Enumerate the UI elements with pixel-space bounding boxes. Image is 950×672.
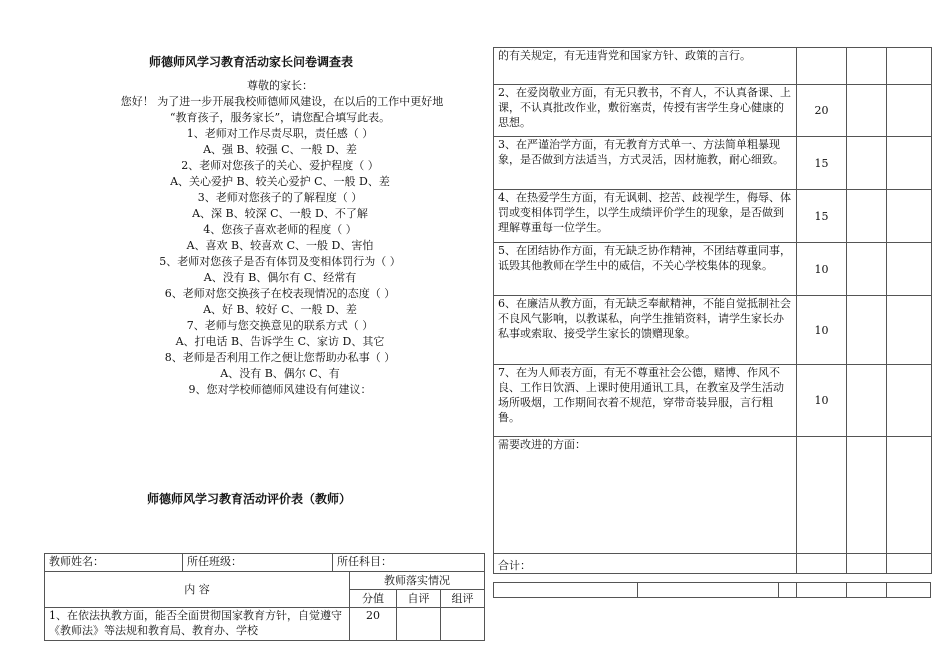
survey-question: 9、您对学校师德师风建设有何建议：	[188, 383, 372, 396]
improvement-group-cell	[887, 437, 932, 554]
improvement-label: 需要改进的方面：	[498, 438, 586, 451]
item-3-group-eval[interactable]	[887, 137, 932, 190]
teacher-name-label: 教师姓名：	[45, 554, 183, 572]
survey-greeting: 尊敬的家长：	[247, 79, 313, 92]
subject-label: 所任科目：	[333, 554, 485, 572]
item-1-cont-group-eval[interactable]	[887, 48, 932, 85]
survey-question: 1、老师对工作尽责尽职，责任感（ ）	[186, 127, 374, 140]
survey-options: A、打电话 B、告诉学生 C、家访 D、其它	[175, 335, 385, 348]
evaluation-table-right	[493, 47, 932, 574]
item-6-group-eval[interactable]	[887, 296, 932, 365]
improvement-score-cell	[797, 437, 847, 554]
survey-options: A、没有 B、偶尔有 C、经常有	[203, 271, 357, 284]
item-5-self-eval[interactable]	[847, 243, 887, 296]
survey-options: A、好 B、较好 C、一般 D、差	[203, 303, 357, 316]
survey-question: 6、老师对您交换孩子在校表现情况的态度（ ）	[164, 287, 396, 300]
item-1-self-eval[interactable]	[397, 608, 441, 641]
survey-question: 7、老师与您交换意见的联系方式（ ）	[186, 319, 374, 332]
score-header: 分值	[350, 590, 397, 608]
item-3-text: 3、在严谨治学方面，有无教育方式单一、方法简单粗暴现象，是否做到方法适当，方式灵活，因材施教，耐心细致。	[494, 137, 797, 190]
strip-divider	[846, 583, 847, 597]
item-6-score: 10	[797, 296, 847, 365]
total-label: 合计：	[494, 554, 797, 574]
item-1-continuation: 的有关规定，有无违背党和国家方针、政策的言行。	[494, 48, 797, 85]
total-score[interactable]	[797, 554, 847, 574]
improvement-field[interactable]	[494, 437, 797, 554]
evaluation-title: 师德师风学习教育活动评价表（教师）	[147, 492, 352, 506]
item-6-text: 6、在廉洁从教方面，有无缺乏奉献精神，不能自觉抵制社会不良风气影响，以教谋私，向学生推销资料，请学生家长办私事或索取、接受学生家长的馈赠现象。	[494, 296, 797, 365]
survey-options: A、关心爱护 B、较关心爱护 C、一般 D、差	[170, 175, 390, 188]
item-3-score: 15	[797, 137, 847, 190]
strip-divider	[886, 583, 887, 597]
survey-options: A、没有 B、偶尔 C、有	[220, 367, 340, 380]
survey-options: A、深 B、较深 C、一般 D、不了解	[192, 207, 368, 220]
item-3-self-eval[interactable]	[847, 137, 887, 190]
survey-title: 师德师风学习教育活动家长问卷调查表	[149, 55, 354, 69]
item-2-score: 20	[797, 85, 847, 137]
total-self-eval[interactable]	[847, 554, 887, 574]
item-5-text: 5、在团结协作方面，有无缺乏协作精神，不团结尊重同事，诋毁其他教师在学生中的威信，不关心学校集体的现象。	[494, 243, 797, 296]
item-1-score: 20	[350, 608, 397, 641]
item-7-self-eval[interactable]	[847, 365, 887, 437]
strip-divider	[637, 583, 638, 597]
item-7-group-eval[interactable]	[887, 365, 932, 437]
survey-question: 2、老师对您孩子的关心、爱护程度（ ）	[181, 159, 379, 172]
survey-question: 8、老师是否利用工作之便让您帮助办私事（ ）	[164, 351, 396, 364]
item-1-text: 1、在依法执教方面，能否全面贯彻国家教育方针，自觉遵守《教师法》等法规和教育局、教育办、学校	[45, 608, 350, 641]
class-label: 所任班级：	[183, 554, 333, 572]
item-4-text: 4、在热爱学生方面，有无讽刺、挖苦、歧视学生，侮辱、体罚或变相体罚学生，以学生成绩评价学生的现象，是否做到理解尊重每一位学生。	[494, 190, 797, 243]
survey-question-list	[40, 126, 520, 398]
item-2-group-eval[interactable]	[887, 85, 932, 137]
strip-divider	[796, 583, 797, 597]
survey-intro-1: 您好！ 为了进一步开展我校师德师风建设，在以后的工作中更好地	[120, 95, 444, 108]
item-6-self-eval[interactable]	[847, 296, 887, 365]
item-7-text: 7、在为人师表方面，有无不尊重社会公德，赌博、作风不良、工作日饮酒、上课时使用通讯工具，在教室及学生活动场所吸烟，工作期间衣着不规范，穿带奇装异服，言行粗鲁。	[494, 365, 797, 437]
item-1-cont-score	[797, 48, 847, 85]
item-5-score: 10	[797, 243, 847, 296]
item-2-text: 2、在爱岗敬业方面，有无只教书，不育人，不认真备课、上课，不认真批改作业，敷衍塞责，传授有害学生身心健康的思想。	[494, 85, 797, 137]
survey-options: A、喜欢 B、较喜欢 C、一般 D、害怕	[186, 239, 374, 252]
implementation-header: 教师落实情况	[350, 572, 485, 590]
survey-body	[40, 78, 520, 398]
survey-intro-2: “教育孩子，服务家长”，请您配合填写此表。	[169, 111, 391, 124]
survey-question: 3、老师对您孩子的了解程度（ ）	[197, 191, 363, 204]
group-eval-header: 组评	[441, 590, 485, 608]
item-4-score: 15	[797, 190, 847, 243]
item-5-group-eval[interactable]	[887, 243, 932, 296]
survey-options: A、强 B、较强 C、一般 D、差	[203, 143, 357, 156]
item-7-score: 10	[797, 365, 847, 437]
item-4-group-eval[interactable]	[887, 190, 932, 243]
item-4-self-eval[interactable]	[847, 190, 887, 243]
item-1-cont-self-eval[interactable]	[847, 48, 887, 85]
item-1-group-eval[interactable]	[441, 608, 485, 641]
improvement-self-cell	[847, 437, 887, 554]
total-group-eval[interactable]	[887, 554, 932, 574]
evaluation-table-left	[44, 553, 485, 641]
strip-divider	[778, 583, 779, 597]
survey-question: 5、老师对您孩子是否有体罚及变相体罚行为（ ）	[159, 255, 401, 268]
self-eval-header: 自评	[397, 590, 441, 608]
survey-question: 4、您孩子喜欢老师的程度（ ）	[203, 223, 357, 236]
item-2-self-eval[interactable]	[847, 85, 887, 137]
bottom-grid-strip	[493, 582, 931, 598]
content-header: 内 容	[45, 572, 350, 608]
